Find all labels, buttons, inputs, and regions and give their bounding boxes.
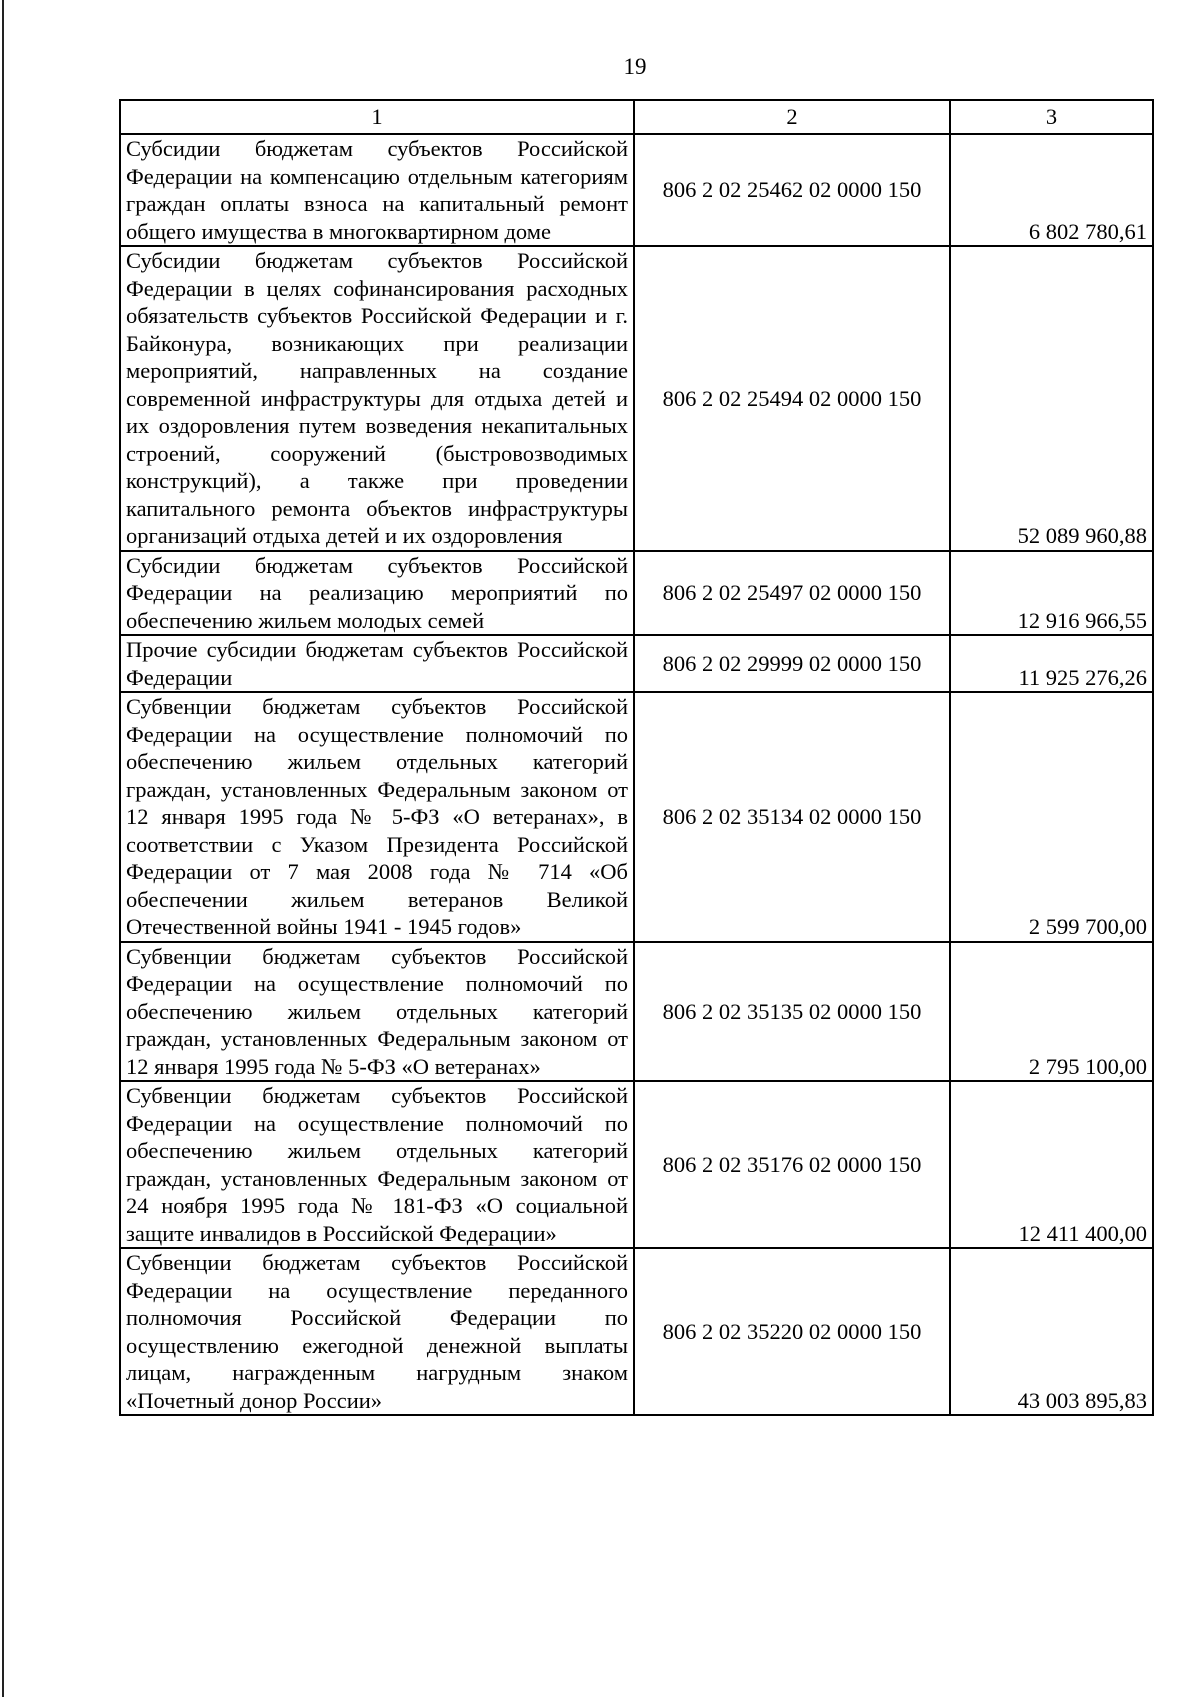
scan-edge-line (2, 0, 4, 1697)
row-description: Субвенции бюджетам субъектов Российской Федерации на осуществление полномочий по обеспечению жильем отдельных категорий граждан, установленных Федеральным законом от 24 ноября 1995 года № 181-ФЗ «О социальной защите инвалидов в Российской Федерации» (120, 1081, 634, 1248)
table-row (120, 692, 1153, 942)
table-row (120, 134, 1153, 246)
row-amount: 11 925 276,26 (950, 635, 1153, 692)
row-description: Прочие субсидии бюджетам субъектов Российской Федерации (120, 635, 634, 692)
row-description: Субсидии бюджетам субъектов Российской Федерации в целях софинансирования расходных обязательств субъектов Российской Федерации и г. Байконура, возникающих при реализации мероприятий, направленных на создание современной инфраструктуры для отдыха детей и их оздоровления путем возведения некапитальных строений, сооружений (быстровозводимых конструкций), а также при проведении капитального ремонта объектов инфраструктуры организаций отдыха детей и их оздоровления (120, 246, 634, 551)
table-row (120, 942, 1153, 1082)
header-col-3: 3 (950, 100, 1153, 134)
table-row (120, 1081, 1153, 1248)
row-description: Субсидии бюджетам субъектов Российской Федерации на компенсацию отдельным категориям граждан оплаты взноса на капитальный ремонт общего имущества в многоквартирном доме (120, 134, 634, 246)
row-budget-code: 806 2 02 35135 02 0000 150 (634, 942, 950, 1082)
row-description: Субвенции бюджетам субъектов Российской Федерации на осуществление полномочий по обеспечению жильем отдельных категорий граждан, установленных Федеральным законом от 12 января 1995 года № 5-ФЗ «О ветеранах», в соответствии с Указом Президента Российской Федерации от 7 мая 2008 года № 714 «Об обеспечении жильем ветеранов Великой Отечественной войны 1941 - 1945 годов» (120, 692, 634, 942)
table-row (120, 635, 1153, 692)
row-budget-code: 806 2 02 35220 02 0000 150 (634, 1248, 950, 1415)
table-row (120, 1248, 1153, 1415)
row-amount: 12 411 400,00 (950, 1081, 1153, 1248)
row-amount: 12 916 966,55 (950, 551, 1153, 636)
table-header-row (120, 100, 1153, 134)
row-budget-code: 806 2 02 25497 02 0000 150 (634, 551, 950, 636)
budget-revenue-table (119, 99, 1154, 1416)
row-budget-code: 806 2 02 25462 02 0000 150 (634, 134, 950, 246)
table-row (120, 246, 1153, 551)
row-amount: 2 795 100,00 (950, 942, 1153, 1082)
row-budget-code: 806 2 02 35134 02 0000 150 (634, 692, 950, 942)
row-amount: 52 089 960,88 (950, 246, 1153, 551)
row-budget-code: 806 2 02 25494 02 0000 150 (634, 246, 950, 551)
table-row (120, 551, 1153, 636)
header-col-2: 2 (634, 100, 950, 134)
row-amount: 6 802 780,61 (950, 134, 1153, 246)
row-amount: 43 003 895,83 (950, 1248, 1153, 1415)
row-description: Субвенции бюджетам субъектов Российской Федерации на осуществление полномочий по обеспечению жильем отдельных категорий граждан, установленных Федеральным законом от 12 января 1995 года № 5-ФЗ «О ветеранах» (120, 942, 634, 1082)
row-budget-code: 806 2 02 29999 02 0000 150 (634, 635, 950, 692)
header-col-1: 1 (120, 100, 634, 134)
page-number: 19 (623, 54, 647, 79)
row-amount: 2 599 700,00 (950, 692, 1153, 942)
row-description: Субсидии бюджетам субъектов Российской Федерации на реализацию мероприятий по обеспечению жильем молодых семей (120, 551, 634, 636)
row-description: Субвенции бюджетам субъектов Российской Федерации на осуществление переданного полномочия Российской Федерации по осуществлению ежегодной денежной выплаты лицам, награжденным нагрудным знаком «Почетный донор России» (120, 1248, 634, 1415)
row-budget-code: 806 2 02 35176 02 0000 150 (634, 1081, 950, 1248)
